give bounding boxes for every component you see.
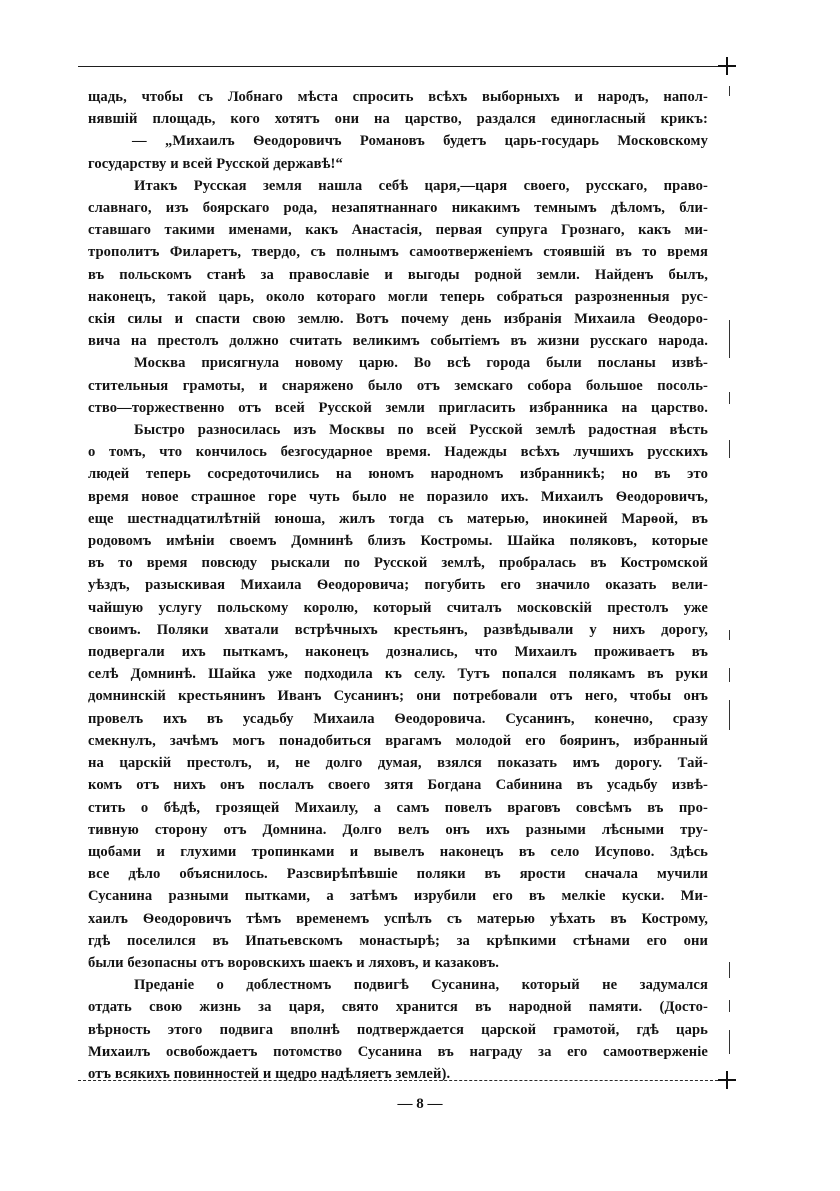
text-line: Москва присягнула новому царю. Во всѣ города были посланы извѣ-	[134, 355, 708, 372]
text-line: вѣрность этого подвига вполнѣ подтверждается царской грамотой, гдѣ царь	[88, 1021, 708, 1038]
page-number: — 8 —	[397, 1096, 443, 1112]
text-line: государству и всей Русской державѣ!“	[88, 155, 343, 172]
text-line: Михаилъ освобождаетъ потомство Сусанина въ награду за его самоотверженіе	[88, 1043, 708, 1060]
text-line: уѣздъ, разыскивая Михаила Ѳеодоровича; погубить его значило оказать вели-	[88, 577, 708, 594]
text-line: вича на престолъ должно считать великимъ событіемъ въ жизни русскаго народа.	[88, 333, 708, 350]
text-line: комъ отъ нихъ онъ послалъ своего зятя Богдана Сабинина въ усадьбу извѣ-	[88, 777, 708, 794]
text-line: подвергали ихъ пыткамъ, наконецъ дознались, что Михаилъ проживаетъ въ	[88, 644, 708, 661]
text-line: тивную сторону отъ Домнина. Долго велъ онъ ихъ разными лѣсными тру-	[88, 821, 708, 838]
bottom-rule	[78, 1080, 723, 1081]
text-line: родовомъ имѣніи своемъ Домнинѣ близъ Костромы. Шайка поляковъ, которые	[88, 533, 708, 550]
text-line: своимъ. Поляки хватали встрѣчныхъ крестьянъ, развѣдывали у нихъ дорогу,	[88, 621, 708, 638]
text-line: славнаго, изъ боярскаго рода, незапятнаннаго никакимъ темнымъ дѣломъ, бли-	[88, 200, 708, 217]
page-body-text	[88, 86, 708, 1085]
text-line: въ то время повсюду рыскали по Русской землѣ, пробралась въ Костромской	[88, 555, 708, 572]
crosshair-mark-icon	[718, 1071, 736, 1089]
text-line: Сусанина разными пытками, а затѣмъ изрубили его въ мелкіе куски. Ми-	[88, 888, 708, 905]
text-line: время новое страшное горе чуть было не поразило ихъ. Михаилъ Ѳеодоровичъ,	[88, 488, 708, 505]
text-line: Быстро разносилась изъ Москвы по всей Русской землѣ радостная вѣсть	[134, 422, 708, 439]
text-line: трополитъ Филаретъ, твердо, съ полнымъ самоотверженіемъ стоявшій въ то время	[88, 244, 708, 261]
text-line: провелъ ихъ въ усадьбу Михаила Ѳеодоровича. Сусанинъ, конечно, сразу	[88, 710, 708, 727]
text-line: отдать свою жизнь за царя, свято хранится въ народной памяти. (Досто-	[88, 999, 708, 1016]
text-line: о томъ, что кончилось безгосударное время. Надежды всѣхъ лучшихъ русскихъ	[88, 444, 708, 461]
text-line: наконецъ, такой царь, около котораго могли теперь собраться разрозненныя рус-	[88, 288, 708, 305]
text-line: селѣ Домнинѣ. Шайка уже подходила къ селу. Тутъ попался полякамъ въ руки	[88, 666, 708, 683]
text-line: стить о бѣдѣ, грозящей Михаилу, а самъ повелъ враговъ совсѣмъ въ про-	[88, 799, 708, 816]
text-line: щадь, чтобы съ Лобнаго мѣста спросить всѣхъ выборныхъ и народъ, напол-	[88, 89, 708, 105]
text-line: въ польскомъ станѣ за православіе и выгоды родной земли. Найденъ былъ,	[88, 266, 708, 283]
text-line: нявшій площадь, кого хотятъ они на царство, раздался единогласный крикъ:	[88, 111, 708, 128]
text-line: все дѣло объяснилось. Разсвирѣпѣвшіе поляки въ ярости сначала мучили	[88, 866, 708, 883]
text-line: ство—торжественно отъ всей Русской земли пригласить избранника на царство.	[88, 399, 708, 416]
text-line: людей теперь сосредоточились на юномъ народномъ избранникѣ; но въ это	[88, 466, 708, 483]
text-line: хаилъ Ѳеодоровичъ тѣмъ временемъ успѣлъ съ матерью уѣхать въ Кострому,	[88, 910, 708, 927]
text-line: щобами и глухими тропинками и вывелъ наконецъ въ село Исупово. Здѣсь	[88, 843, 708, 860]
text-line: гдѣ поселился въ Ипатьевскомъ монастырѣ; за крѣпкими стѣнами его они	[88, 932, 708, 949]
crosshair-mark-icon	[718, 57, 736, 75]
text-line: были безопасны отъ воровскихъ шаекъ и ляховъ, и казаковъ.	[88, 954, 500, 971]
text-line: стительныя грамоты, и снаряжено было отъ земскаго собора большое посоль-	[88, 377, 708, 394]
text-line: — „Михаилъ Ѳеодоровичъ Романовъ будетъ царь-государь Московскому	[132, 133, 708, 150]
text-line: на царскій престолъ, и, не долго думая, взялся показать имъ дорогу. Тай-	[88, 755, 708, 772]
top-rule	[78, 66, 723, 67]
text-line: еще шестнадцатилѣтній юноша, жилъ тогда съ матерью, инокиней Марѳой, въ	[88, 510, 708, 527]
text-line: смекнулъ, зачѣмъ могъ понадобиться врагамъ молодой его бояринъ, избранный	[88, 732, 708, 749]
text-line: чайшую услугу польскому королю, который считалъ московскій престолъ уже	[88, 599, 708, 616]
text-line: Итакъ Русская земля нашла себѣ царя,—царя своего, русскаго, право-	[134, 177, 708, 194]
text-line: домнинскій крестьянинъ Иванъ Сусанинъ; они потребовали отъ него, чтобы онъ	[88, 688, 708, 705]
text-line: ставшаго такими именами, какъ Анастасія, первая супруга Грознаго, какъ ми-	[88, 222, 708, 239]
text-line: Преданіе о доблестномъ подвигѣ Сусанина, который не задумался	[134, 977, 708, 994]
text-line: скія силы и спасти свою землю. Вотъ почему день избранія Михаила Ѳеодоро-	[88, 311, 708, 328]
text-line: отъ всякихъ повинностей и щедро надѣляетъ землей).	[88, 1065, 451, 1082]
